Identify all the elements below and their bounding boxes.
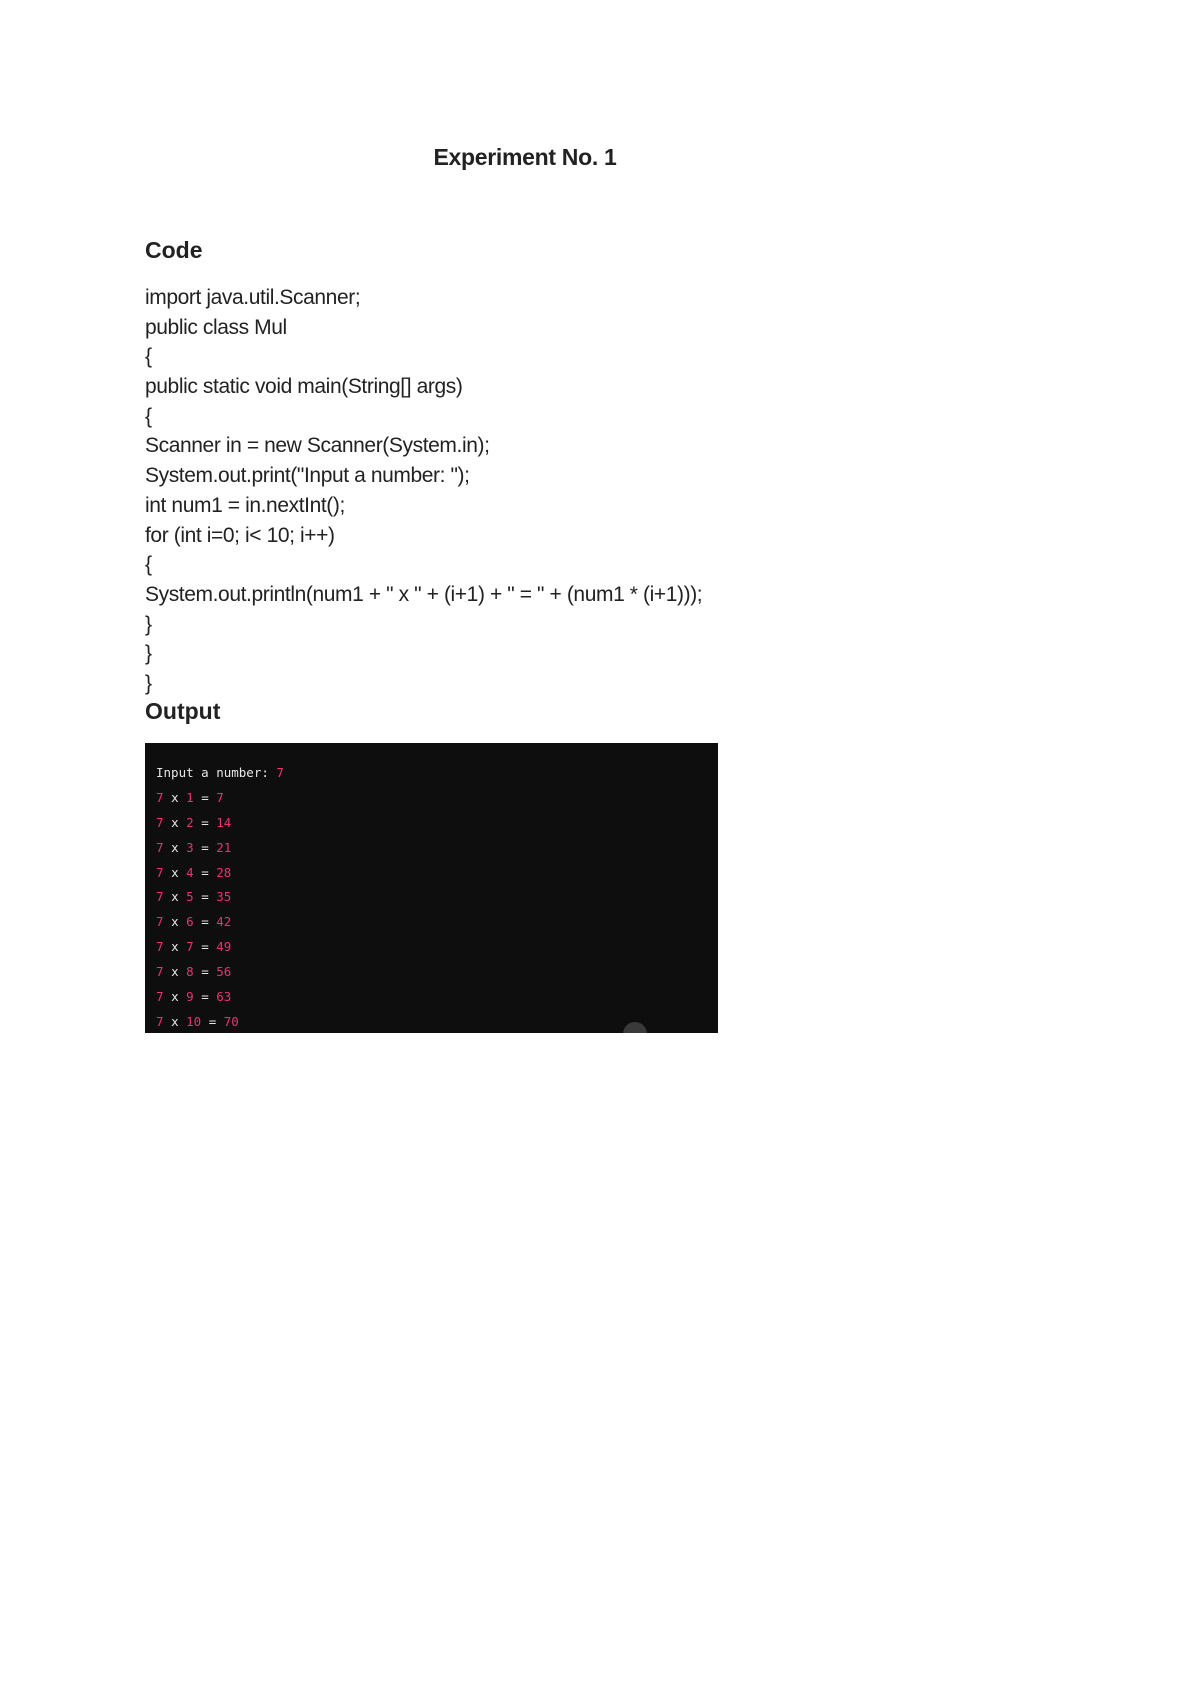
row-multiplier: 6 <box>186 914 194 930</box>
row-result: 35 <box>216 889 232 905</box>
row-num: 7 <box>156 1013 164 1029</box>
row-times: x <box>171 889 179 905</box>
row-times: x <box>171 814 179 830</box>
code-line: { <box>145 345 152 369</box>
row-equals: = <box>201 964 209 980</box>
row-num: 7 <box>156 889 164 905</box>
row-times: x <box>171 964 179 980</box>
row-equals: = <box>201 814 209 830</box>
terminal-output-row <box>156 836 284 861</box>
code-line: public class Mul <box>145 315 287 339</box>
code-line: System.out.println(num1 + " x " + (i+1) + " = " + (num1 * (i+1))); <box>145 582 703 606</box>
row-result: 63 <box>216 989 232 1005</box>
row-multiplier: 7 <box>186 939 194 955</box>
code-line: { <box>145 404 152 428</box>
row-num: 7 <box>156 789 164 805</box>
terminal-output-row <box>156 811 284 836</box>
row-multiplier: 5 <box>186 889 194 905</box>
code-line: } <box>145 671 152 695</box>
terminal-output-row <box>156 935 284 960</box>
code-line: import java.util.Scanner; <box>145 286 361 309</box>
terminal-output-row <box>156 960 284 985</box>
row-multiplier: 10 <box>186 1013 202 1029</box>
terminal-output-row <box>156 985 284 1010</box>
row-times: x <box>171 839 179 855</box>
row-result: 14 <box>216 814 232 830</box>
output-heading: Output <box>145 698 221 724</box>
row-result: 7 <box>216 789 224 805</box>
row-multiplier: 3 <box>186 839 194 855</box>
row-equals: = <box>208 1013 217 1029</box>
row-equals: = <box>201 789 209 805</box>
row-equals: = <box>201 914 209 930</box>
terminal-prompt: Input a number: <box>156 765 277 780</box>
code-block <box>145 283 1045 699</box>
terminal-prompt-line <box>156 761 284 786</box>
row-times: x <box>171 989 179 1005</box>
row-times: x <box>171 864 179 880</box>
row-times: x <box>171 1013 179 1029</box>
row-num: 7 <box>156 914 164 930</box>
row-multiplier: 8 <box>186 964 194 980</box>
code-line: } <box>145 642 152 666</box>
row-multiplier: 1 <box>186 789 194 805</box>
row-num: 7 <box>156 939 164 955</box>
code-line: } <box>145 612 152 636</box>
code-heading: Code <box>145 237 203 263</box>
row-equals: = <box>201 889 209 905</box>
row-num: 7 <box>156 839 164 855</box>
row-equals: = <box>201 989 209 1005</box>
row-num: 7 <box>156 814 164 830</box>
terminal-output-row <box>156 910 284 935</box>
row-times: x <box>171 939 179 955</box>
terminal-input-value: 7 <box>276 765 284 780</box>
row-result: 42 <box>216 914 232 930</box>
terminal-output-row <box>156 786 284 811</box>
row-times: x <box>171 789 179 805</box>
row-result: 49 <box>216 939 232 955</box>
code-line: for (int i=0; i< 10; i++) <box>145 523 335 547</box>
row-num: 7 <box>156 989 164 1005</box>
row-result: 21 <box>216 839 232 855</box>
terminal-output-screenshot <box>145 743 718 1033</box>
row-equals: = <box>201 839 209 855</box>
row-multiplier: 2 <box>186 814 194 830</box>
scroll-down-icon <box>623 1022 647 1033</box>
row-multiplier: 9 <box>186 989 194 1005</box>
row-result: 56 <box>216 964 232 980</box>
row-times: x <box>171 914 179 930</box>
row-equals: = <box>201 939 209 955</box>
code-line: System.out.print("Input a number: "); <box>145 464 470 488</box>
terminal-output-row <box>156 885 284 910</box>
code-line: { <box>145 553 152 577</box>
row-result: 70 <box>223 1013 239 1029</box>
row-result: 28 <box>216 864 232 880</box>
document-title: Experiment No. 1 <box>433 144 617 170</box>
terminal-lines <box>156 761 284 1033</box>
terminal-output-row <box>156 861 284 886</box>
code-line: int num1 = in.nextInt(); <box>145 493 345 517</box>
code-line: public static void main(String[] args) <box>145 375 463 399</box>
terminal-output-row <box>156 1010 284 1033</box>
row-num: 7 <box>156 864 164 880</box>
row-num: 7 <box>156 964 164 980</box>
code-line: Scanner in = new Scanner(System.in); <box>145 434 490 458</box>
row-multiplier: 4 <box>186 864 194 880</box>
row-equals: = <box>201 864 209 880</box>
